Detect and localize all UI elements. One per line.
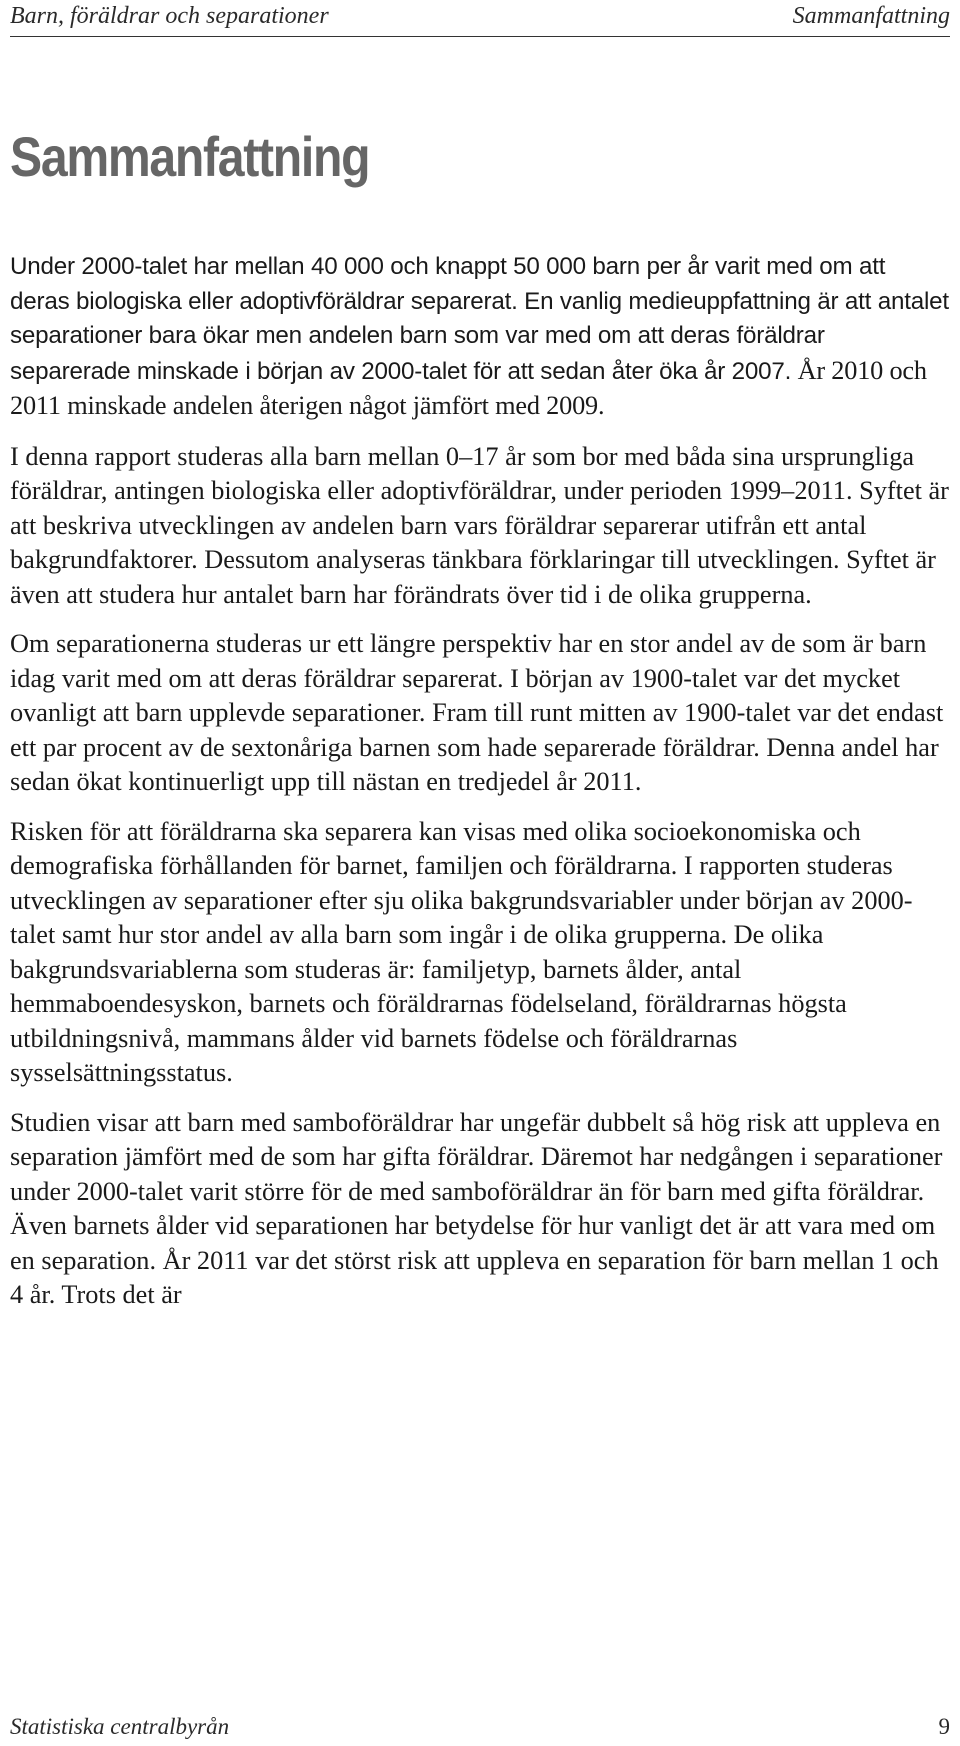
paragraph-1 — [10, 250, 950, 425]
paragraph-1-tail: År 2010 och 2011 minskade andelen återigen något jämfört med 2009. — [10, 355, 927, 420]
running-header — [10, 0, 950, 37]
paragraph-2: I denna rapport studeras alla barn mellan 0–17 år som bor med båda sina ursprungliga föräldrar, antingen biologiska eller adoptivföräldrar, under perioden 1999–2011. Syftet är att beskriva utvecklingen av andelen barn vars föräldrar separerar utifrån ett antal bakgrundfaktorer. Dessutom analyseras tänkbara förklaringar till utvecklingen. Syftet är även att studera hur antalet barn har förändrats över tid i de olika grupperna. — [10, 441, 949, 609]
footer-publisher: Statistiska centralbyrån — [10, 1714, 230, 1739]
page-footer — [10, 1710, 950, 1746]
header-section-title: Sammanfattning — [792, 3, 950, 29]
paragraph-3: Om separationerna studeras ur ett längre perspektiv har en stor andel av de som är barn idag varit med om att deras föräldrar separerat. I början av 1900-talet var det mycket ovanligt att barn upplevde separationer. Fram till runt mitten av 1900-talet var det endast ett par procent av de sextonåriga barnen som hade separerade föräldrar. Denna andel har sedan ökat kontinuerligt upp till nästan en tredjedel år 2011. — [10, 629, 944, 796]
header-report-title: Barn, föräldrar och separationer — [10, 3, 329, 29]
body-text — [10, 250, 950, 1328]
page-title: Sammanfattning — [10, 125, 370, 188]
paragraph-1-lead: Under 2000-talet har mellan 40 000 och knappt 50 000 barn per år varit med om att deras biologiska eller adoptivföräldrar separerat. En vanlig medieuppfattning är att antalet separationer bara ökar men andelen barn som var med om att deras föräldrar separerade minskade i början av 2000-talet för att sedan åter öka år 2007. — [10, 253, 949, 385]
paragraph-5: Studien visar att barn med samboföräldrar har ungefär dubbelt så hög risk att uppleva en separation jämfört med de som har gifta föräldrar. Däremot har nedgången i separationer under 2000-talet varit större för de med samboföräldrar än för barn med gifta föräldrar. Även barnets ålder vid separationen har betydelse för hur vanligt det är att vara med om en separation. År 2011 var det störst risk att uppleva en separation för barn mellan 1 och 4 år. Trots det är — [10, 1107, 943, 1309]
paragraph-4: Risken för att föräldrarna ska separera kan visas med olika socioekonomiska och demografiska förhållanden för barnet, familjen och föräldrarna. I rapporten studeras utvecklingen av separationer efter sju olika bakgrundsvariabler under början av 2000-talet samt hur stor andel av alla barn som ingår i de olika grupperna. De olika bakgrundsvariablerna som studeras är: familjetyp, barnets ålder, antal hemmaboendesyskon, barnets och föräldrarnas födelseland, föräldrarnas högsta utbildningsnivå, mammans ålder vid barnets födelse och föräldrarnas sysselsättningsstatus. — [10, 816, 913, 1087]
page-number: 9 — [938, 1714, 950, 1739]
